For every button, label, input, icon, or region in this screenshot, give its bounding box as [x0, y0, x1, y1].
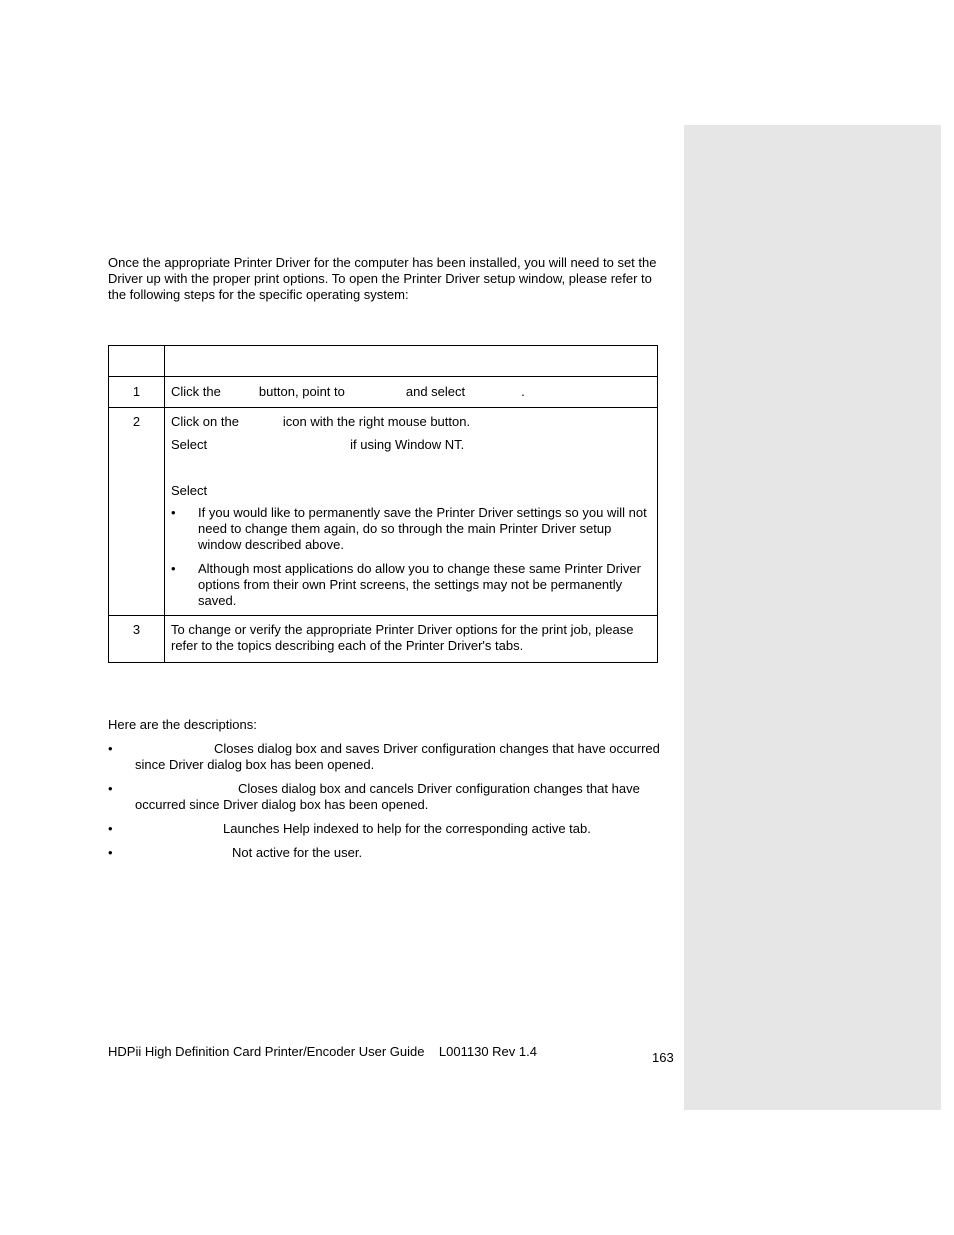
table-row: [109, 377, 658, 408]
step-2-bullets: [171, 505, 651, 609]
bullet-icon: •: [108, 845, 113, 860]
footer-text: HDPii High Definition Card Printer/Encoder User Guide L001130 Rev 1.4: [108, 1044, 537, 1059]
step-2-text: Click on the icon with the right mouse button. Select if using Window NT. Select • If you would like to permanently save the Printer Driver settings so you will not need to change them again, do so through the main Printer Driver setup window described above. • Although most applications do allow you to change these same Printer Driver options from their own Print screens, the settings may not be permanently saved.: [171, 408, 651, 615]
comment-pane: [684, 125, 941, 1110]
table-row: [109, 616, 658, 663]
header-cell-action: [165, 346, 658, 377]
bullet-icon: •: [171, 505, 176, 520]
list-item: • Although most applications do allow you to change these same Printer Driver options from their own Print screens, the settings may not be permanently saved.: [171, 561, 641, 608]
step-number: 2: [132, 414, 141, 429]
intro-paragraph: Once the appropriate Printer Driver for the computer has been installed, you will need to set the Driver up with the proper print options. To open the Printer Driver setup window, please refer to the following steps for the specific operating system:: [108, 255, 657, 302]
descriptions-list: [108, 741, 668, 869]
table-row: [109, 408, 658, 616]
list-item: • Closes dialog box and saves Driver configuration changes that have occurred since Driver dialog box has been opened.: [108, 741, 660, 772]
descriptions-intro: Here are the descriptions:: [108, 717, 257, 732]
bullet-icon: •: [108, 821, 113, 836]
list-item: • Closes dialog box and cancels Driver configuration changes that have occurred since Driver dialog box has been opened.: [108, 781, 640, 812]
list-item: • Not active for the user.: [108, 845, 363, 860]
bullet-icon: •: [108, 781, 113, 796]
table-header-row: [109, 346, 658, 377]
step-number: 1: [132, 384, 141, 399]
list-item: • Launches Help indexed to help for the corresponding active tab.: [108, 821, 591, 836]
steps-table: [108, 345, 658, 663]
bullet-icon: •: [108, 741, 113, 756]
header-cell-step: [109, 346, 165, 377]
step-1-text: Click the button, point to and select .: [171, 384, 525, 399]
page-number: 163: [652, 1050, 674, 1065]
list-item: • If you would like to permanently save the Printer Driver settings so you will not need to change them again, do so through the main Printer Driver setup window described above.: [171, 505, 647, 552]
step-3-text: To change or verify the appropriate Printer Driver options for the print job, please refer to the topics describing each of the Printer Driver's tabs.: [171, 622, 634, 653]
bullet-icon: •: [171, 561, 176, 576]
step-number: 3: [132, 622, 141, 637]
